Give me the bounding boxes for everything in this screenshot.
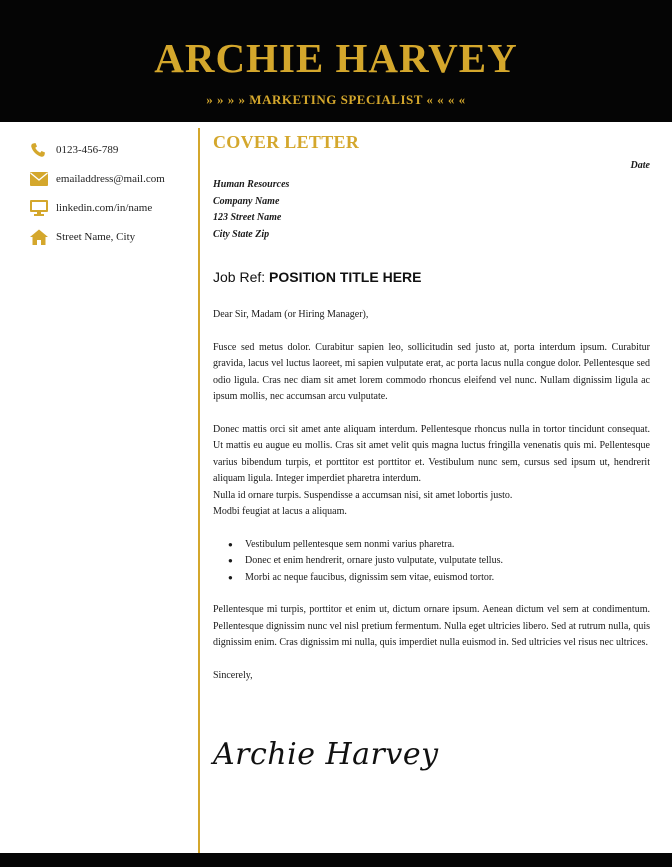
recipient-address	[213, 177, 289, 243]
letter-body	[213, 132, 650, 772]
letter-date: Date	[630, 160, 650, 171]
job-ref-label: Job Ref:	[213, 269, 266, 285]
monitor-icon	[30, 199, 52, 217]
recipient-line: Company Name	[213, 195, 280, 207]
contact-address	[30, 222, 190, 251]
job-reference	[213, 269, 422, 285]
bullet-list	[213, 537, 650, 587]
paragraph: Donec mattis orci sit amet ante aliquam interdum. Pellentesque rhoncus nulla in tortor tincidunt consequat. Ut mattis eu augue eu mollis. Cras sit amet velit quis magna luctus fringilla venenatis quis mi. Pellentesque varius bibendum turpis, et porttitor est porttitor et. Vestibulum nunc sem, cursus sed ipsum ut, hendrerit aliquam ligula. Integer imperdiet pharetra interdum.	[213, 423, 650, 484]
envelope-icon	[30, 170, 52, 188]
header-banner	[0, 0, 672, 122]
salutation: Dear Sir, Madam (or Hiring Manager),	[213, 309, 369, 320]
contact-email-text: emailaddress@mail.com	[56, 172, 165, 185]
job-title: » » » » MARKETING SPECIALIST « « « «	[206, 92, 466, 107]
phone-icon	[30, 141, 52, 159]
bullet-item: ● Vestibulum pellentesque sem nonmi varius pharetra.	[245, 537, 650, 554]
paragraph: Fusce sed metus dolor. Curabitur sapien leo, sollicitudin sed justo at, porta interdum ipsum. Curabitur gravida, lacus vel luctus laoreet, mi sapien vulputate erat, ac porta lacus nulla congue dolor. Pellentesque sed odio ligula. Cras nec diam sit amet lorem commodo rhoncus eleifend vel nunc. Nullam dignissim ligula ac ipsum mollis, nec accumsan arcu vulputate.	[213, 341, 650, 402]
home-icon	[30, 228, 52, 246]
letter-text	[213, 307, 650, 684]
footer-bar	[0, 853, 672, 867]
bullet-item: ● Donec et enim hendrerit, ornare justo vulputate, vulputate tellus.	[245, 553, 650, 570]
signature: Archie Harvey	[213, 737, 439, 772]
applicant-name: ARCHIE HARVEY	[154, 35, 518, 81]
recipient-line: City State Zip	[213, 228, 270, 240]
paragraph-line: Nulla id ornare turpis. Suspendisse a accumsan nisi, sit amet lobortis justo.	[213, 489, 513, 501]
contact-linkedin	[30, 193, 190, 222]
bullet-item: ● Morbi ac neque faucibus, dignissim sem vitae, euismod tortor.	[245, 570, 650, 587]
contact-email	[30, 164, 190, 193]
paragraph-line: Modbi feugiat at lacus a aliquam.	[213, 506, 347, 517]
job-ref-value: POSITION TITLE HERE	[269, 269, 422, 285]
recipient-line: 123 Street Name	[213, 212, 282, 223]
vertical-divider	[198, 128, 200, 854]
cover-letter-title: COVER LETTER	[213, 132, 360, 152]
contact-sidebar	[30, 135, 190, 251]
recipient-line: Human Resources	[213, 179, 290, 190]
contact-phone	[30, 135, 190, 164]
paragraph: Pellentesque mi turpis, porttitor et enim ut, dictum ornare ipsum. Aenean dictum vel sem at condimentum. Pellentesque dignissim nunc vel nisl pretium fermentum. Nulla eget ultricies libero. Sed at rutrum nulla, quis dignissim enim. Cras dignissim mi nulla, quis imperdiet nulla euismod in. Sed ultricies vel risus nec ultrices.	[213, 604, 650, 648]
closing: Sincerely,	[213, 669, 253, 681]
contact-address-text: Street Name, City	[56, 230, 136, 243]
contact-linkedin-text: linkedin.com/in/name	[56, 201, 153, 214]
contact-phone-text: 0123-456-789	[56, 143, 119, 156]
